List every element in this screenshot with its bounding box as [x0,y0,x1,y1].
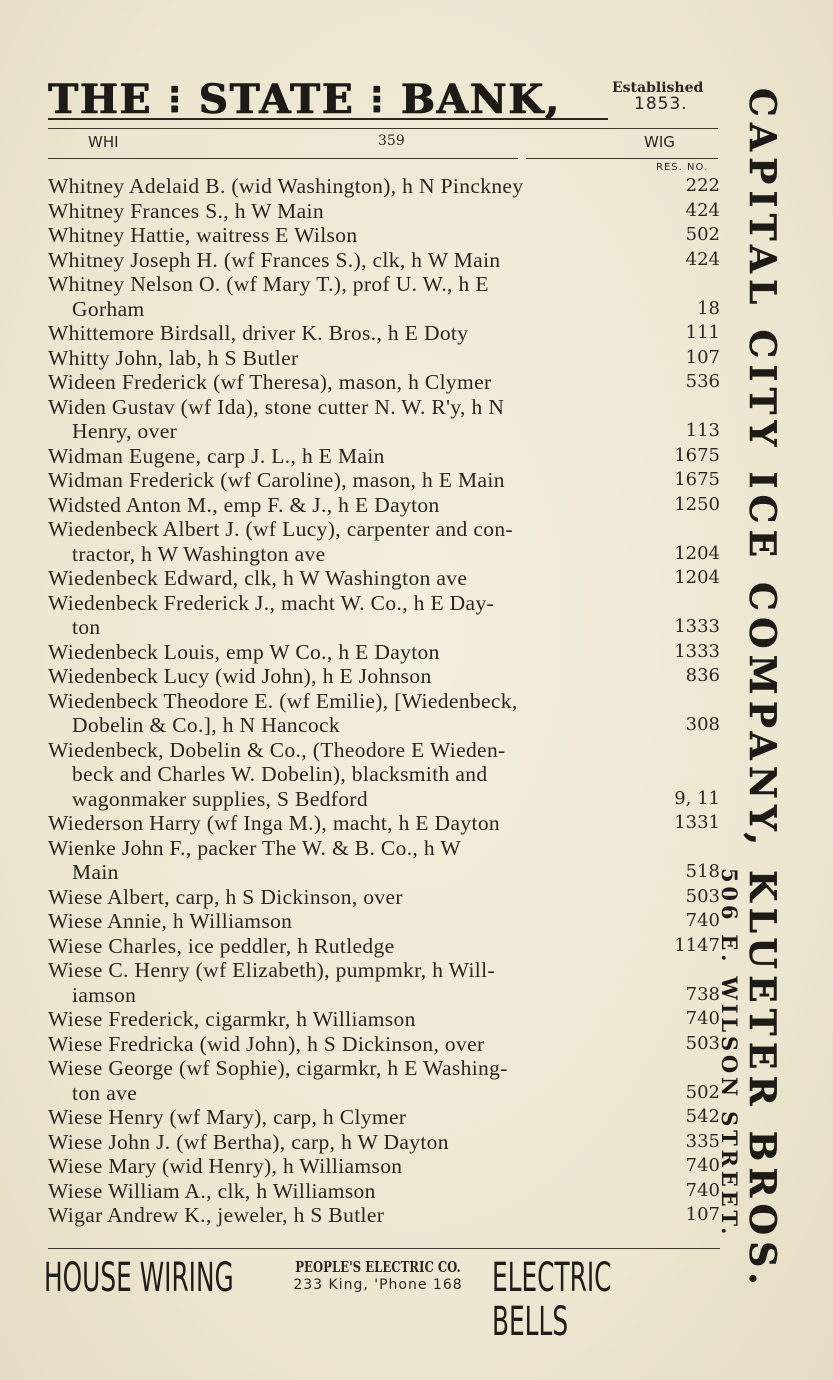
residence-number: 536 [685,371,720,392]
residence-number: 424 [685,199,720,221]
entry-text: Wiese Mary (wid Henry), h Williamson [48,1154,403,1178]
entry-text: Wienke John F., packer The W. & B. Co., h W [48,835,461,860]
entry-text: Wiedenbeck Louis, emp W Co., h E Dayton [48,639,440,664]
directory-entry [48,1105,724,1130]
directory-entry [48,885,724,910]
directory-entry [48,542,724,567]
residence-number: 1331 [674,812,720,833]
residence-number: 1204 [674,567,720,588]
directory-entry [48,370,724,395]
residence-number: 503 [685,885,720,907]
footer-house-wiring: HOUSE WIRING [44,1255,234,1301]
directory-entry [48,811,724,836]
residence-number: 1250 [674,493,720,515]
footer-company-name: PEOPLE'S ELECTRIC CO. [295,1258,461,1276]
running-head [48,133,718,153]
residence-number: 18 [697,297,720,319]
directory-entry [48,860,724,885]
residence-number: 518 [685,861,720,882]
entry-text: Wiese George (wf Sophie), cigarmkr, h E Washing- [48,1056,508,1080]
entry-text: Henry, over [72,419,178,443]
page-number: 359 [378,133,405,149]
residence-number: 738 [685,983,720,1005]
directory-entry [48,444,724,469]
directory-entry [48,1203,724,1228]
residence-number: 1333 [674,616,720,637]
directory-entry [48,615,724,640]
directory-entry [48,1056,724,1081]
residence-number: 107 [685,346,720,368]
entry-text: Wiese Annie, h Williamson [48,909,293,933]
entry-text: Wiese Charles, ice peddler, h Rutledge [48,933,395,958]
entry-text: Wiese William A., clk, h Williamson [48,1178,376,1203]
residence-number: 542 [685,1106,720,1127]
residence-number: 503 [685,1032,720,1054]
entry-text: Wiese Henry (wf Mary), carp, h Clymer [48,1105,407,1129]
directory-entry [48,934,724,959]
entry-text: Wiedenbeck Theodore E. (wf Emilie), [Wiedenbeck, [48,688,518,713]
residence-number: 740 [685,1179,720,1201]
directory-entry [48,174,724,199]
residence-number: 836 [685,665,720,686]
directory-entry [48,223,724,248]
directory-entries [48,174,724,1228]
directory-entry [48,419,724,444]
established-year: 1853. [634,94,688,114]
residence-number: 1333 [674,640,720,662]
entry-text: Wigar Andrew K., jeweler, h S Butler [48,1203,385,1227]
directory-entry [48,346,724,371]
directory-entry [48,1081,724,1106]
footer-advertisement [44,1252,724,1345]
bank-name: THE ⁝ STATE ⁝ BANK, [48,76,561,123]
established-note [612,80,722,112]
residence-number: 111 [685,322,720,343]
directory-entry [48,689,724,714]
residence-number: 502 [685,1081,720,1103]
directory-entry [48,909,724,934]
header-underline [48,118,608,120]
residence-number: 113 [685,420,720,441]
entry-text: Wiese Frederick, cigarmkr, h Williamson [48,1007,416,1031]
directory-entry [48,321,724,346]
side-advertisement [742,88,782,1303]
residence-number: 335 [685,1130,720,1152]
residence-number: 222 [685,175,720,196]
directory-entry [48,1007,724,1032]
residence-number: 424 [685,248,720,270]
entry-text: Wiedenbeck Albert J. (wf Lucy), carpenter and con- [48,517,513,541]
entry-text: Main [72,860,119,884]
residence-number: 308 [685,714,720,735]
residence-number: 502 [685,224,720,245]
entry-text: Widsted Anton M., emp F. & J., h E Dayton [48,492,440,517]
entry-text: Whittemore Birdsall, driver K. Bros., h E Doty [48,321,469,345]
entry-text: Whitney Frances S., h W Main [48,198,324,223]
entry-text: ton [72,615,101,639]
directory-entry [48,787,724,812]
directory-entry [48,1179,724,1204]
footer-company-address: 233 King, 'Phone 168 [293,1277,463,1293]
running-head-left: WHI [88,133,119,151]
directory-entry [48,199,724,224]
directory-entry [48,566,724,591]
directory-entry [48,762,724,787]
subheader-rule-right [526,158,718,159]
residence-number: 9, 11 [674,787,720,809]
entry-text: wagonmaker supplies, S Bedford [72,786,368,811]
entry-text: Whitney Nelson O. (wf Mary T.), prof U. W., h E [48,272,489,296]
residence-number: 1204 [674,542,720,564]
entry-text: Wiedenbeck Frederick J., macht W. Co., h E Day- [48,590,495,615]
footer-electric-bells: ELECTRIC BELLS [492,1255,612,1345]
directory-entry [48,1032,724,1057]
side-advertisement-address [716,868,742,1288]
directory-entry [48,395,724,420]
side-advertisement-text: CAPITAL CITY ICE COMPANY, KLUETER BROS. [741,88,783,1292]
entry-text: Wideen Frederick (wf Theresa), mason, h Clymer [48,370,492,394]
entry-text: Whitney Adelaid B. (wid Washington), h N Pinckney [48,174,524,198]
res-no-label: RES. NO. [656,162,709,173]
entry-text: Gorham [72,296,145,321]
entry-text: iamson [72,982,137,1007]
entry-text: Dobelin & Co.], h N Hancock [72,713,340,737]
directory-entry [48,1130,724,1155]
directory-entry [48,493,724,518]
entry-text: Whitney Joseph H. (wf Frances S.), clk, h W Main [48,247,501,272]
directory-entry [48,297,724,322]
residence-number: 107 [685,1204,720,1225]
footer-rule [48,1248,720,1249]
directory-entry [48,272,724,297]
entry-text: Wiese Albert, carp, h S Dickinson, over [48,884,403,909]
directory-entry [48,591,724,616]
entry-text: Wiedenbeck Edward, clk, h W Washington ave [48,566,468,590]
directory-entry [48,468,724,493]
directory-entry [48,664,724,689]
side-address-text: 506 E. WILSON STREET. [717,868,742,1239]
directory-entry [48,836,724,861]
residence-number: 1675 [674,469,720,490]
entry-text: Wiese Fredricka (wid John), h S Dickinson, over [48,1031,485,1056]
entry-text: Wiedenbeck Lucy (wid John), h E Johnson [48,664,432,688]
entry-text: Wiese John J. (wf Bertha), carp, h W Dayton [48,1129,449,1154]
bank-advertisement-header [48,78,728,128]
entry-text: tractor, h W Washington ave [72,541,326,566]
entry-text: Widen Gustav (wf Ida), stone cutter N. W. R'y, h N [48,394,505,419]
residence-number: 740 [685,910,720,931]
running-head-right: WIG [644,133,675,151]
footer-company-block [262,1258,494,1294]
directory-entry [48,517,724,542]
residence-number: 740 [685,1008,720,1029]
entry-text: Wiedenbeck, Dobelin & Co., (Theodore E Wieden- [48,737,506,762]
directory-entry [48,958,724,983]
established-label: Established [612,80,704,96]
entry-text: Widman Eugene, carp J. L., h E Main [48,443,385,468]
residence-number: 740 [685,1155,720,1176]
entry-text: Wiederson Harry (wf Inga M.), macht, h E Dayton [48,811,501,835]
header-rule [48,128,718,129]
residence-number: 1147 [674,934,720,956]
entry-text: Widman Frederick (wf Caroline), mason, h E Main [48,468,505,492]
entry-text: beck and Charles W. Dobelin), blacksmith and [72,762,488,786]
entry-text: Whitney Hattie, waitress E Wilson [48,223,358,247]
entry-text: Wiese C. Henry (wf Elizabeth), pumpmkr, h Will- [48,958,495,982]
subheader-rule-left [48,158,518,159]
directory-entry [48,738,724,763]
directory-entry [48,640,724,665]
entry-text: ton ave [72,1080,138,1105]
residence-number: 1675 [674,444,720,466]
entry-text: Whitty John, lab, h S Butler [48,345,299,370]
directory-entry [48,713,724,738]
directory-entry [48,1154,724,1179]
directory-entry [48,983,724,1008]
directory-entry [48,248,724,273]
